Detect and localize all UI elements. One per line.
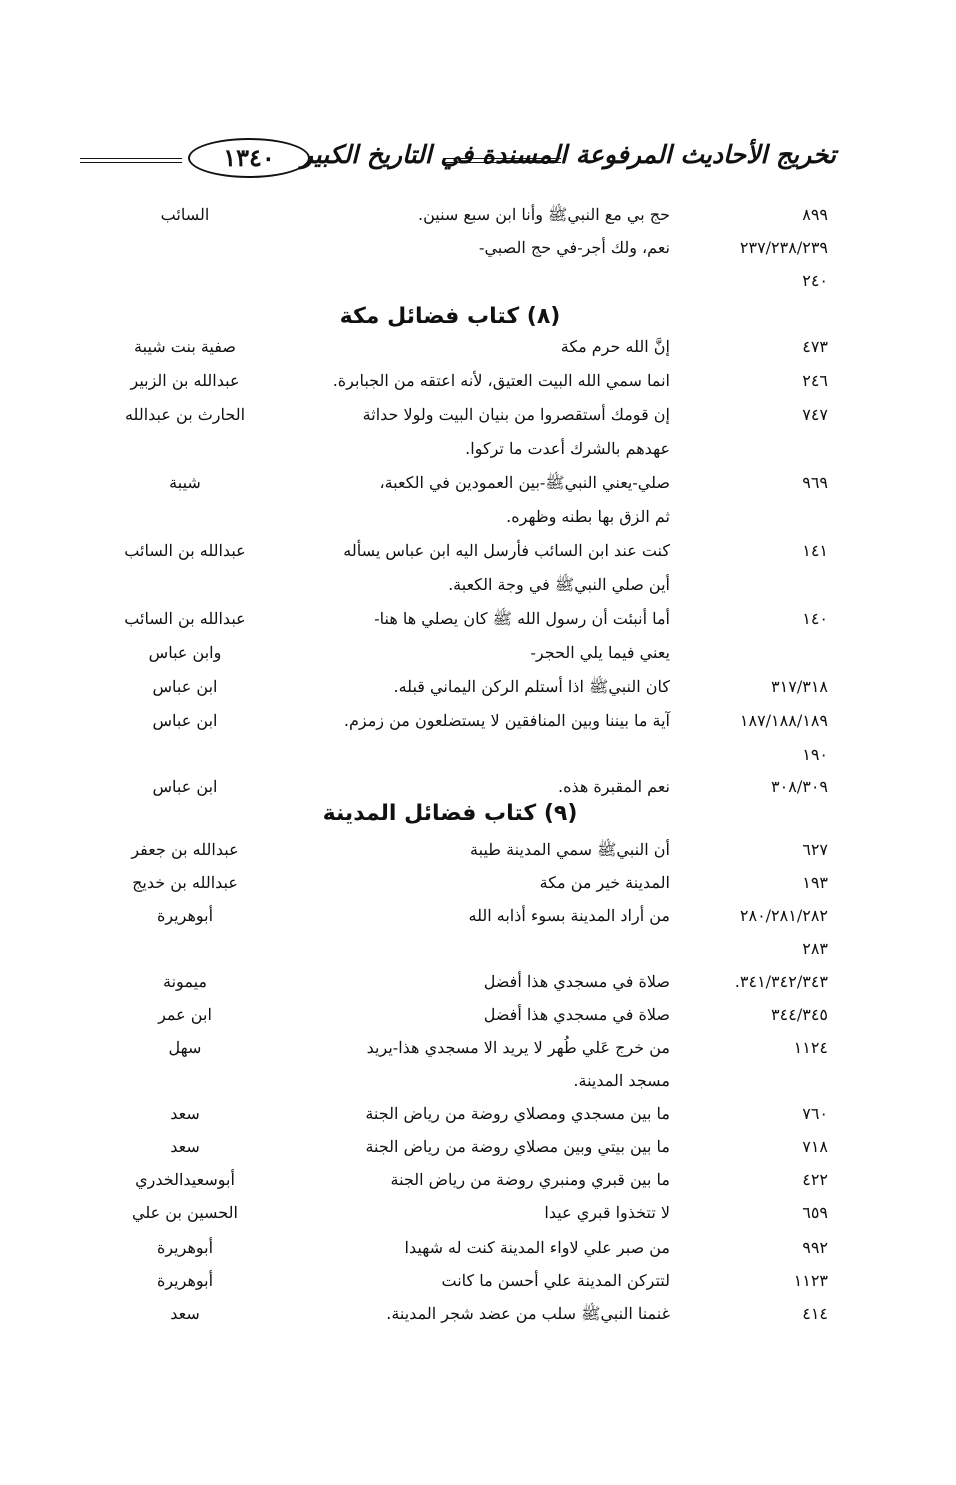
hadith-text: ما بين مسجدي ومصلاي روضة من رياض الجنة [365,1104,670,1123]
narrator-name: أبوهريرة [156,1238,214,1257]
narrator-name: أبوهريرة [156,906,214,925]
narrator-name [100,434,270,464]
narrator-name: سهل [168,1038,202,1057]
hadith-text: ثم الزق بها بطنه وظهره. [506,507,670,526]
chapter-heading-madinah: (٩) كتاب فضائل المدينة [322,801,578,826]
narrator-name [100,570,270,600]
hadith-number: ٣١٧/٣١٨ [771,677,828,696]
hadith-number [678,570,828,600]
hadith-text: إن قومك أستقصروا من بنيان البيت ولولا حداثة [362,405,670,424]
hadith-number [678,1066,828,1096]
hadith-text: صلاة في مسجدي هذا أفضل [483,972,670,991]
hadith-text: نعم المقبرة هذه. [558,777,670,796]
narrator-name: عبدالله بن خديج [132,873,238,892]
chapter-heading-makkah: (٨) كتاب فضائل مكة [339,304,561,329]
hadith-text [290,934,670,964]
hadith-number: ٣٤١/٣٤٢/٣٤٣. [734,972,828,991]
hadith-number: ٤٢٢ [802,1170,828,1189]
hadith-number [678,638,828,668]
hadith-text: ما بين بيتي وبين مصلاي روضة من رياض الجنة [365,1137,670,1156]
hadith-text [290,740,670,770]
hadith-number: ١٤٠ [802,609,828,628]
hadith-number: ٣٤٤/٣٤٥ [771,1005,828,1024]
hadith-number: ٩٩٢ [802,1238,828,1257]
hadith-number: ١٨٧/١٨٨/١٨٩ [739,711,828,730]
hadith-number: ١١٢٣ [793,1271,828,1290]
header-rule-right [443,158,561,163]
hadith-number: ٦٢٧ [802,840,828,859]
hadith-text: من خرج عَلي طُهر لا يريد الا مسجدي هذا-يريد [366,1038,670,1057]
hadith-number: ٤١٤ [802,1304,828,1323]
running-header [80,138,836,182]
hadith-number: ٧٦٠ [802,1104,828,1123]
hadith-text: أما أنبئت أن رسول الله ﷺ كان يصلي ها هنا- [374,609,670,628]
hadith-number: ١٩٣ [802,873,828,892]
hadith-text: ما بين قبري ومنبري روضة من رياض الجنة [390,1170,670,1189]
narrator-name: سعد [170,1304,200,1323]
hadith-number [678,502,828,532]
header-rule-left [80,158,182,163]
hadith-number: ٧١٨ [802,1137,828,1156]
hadith-text: صلاة في مسجدي هذا أفضل [483,1005,670,1024]
hadith-text: لتتركن المدينة علي أحسن ما كانت [441,1271,670,1290]
hadith-text: يعني فيما يلي الحجر- [530,643,670,662]
hadith-text: من أراد المدينة بسوء أذابه الله [468,906,670,925]
narrator-name: ابن عباس [152,711,218,730]
hadith-number: ٦٥٩ [802,1203,828,1222]
narrator-name: أبوسعيدالخدري [135,1170,235,1189]
narrator-name [100,502,270,532]
narrator-name: عبدالله بن السائب [124,609,246,628]
hadith-text: أن النبيﷺ سمي المدينة طيبة [470,840,670,859]
page-number: ١٣٤٠ [188,138,310,178]
narrator-name: سعد [170,1104,200,1123]
narrator-name: ابن عباس [152,777,218,796]
hadith-text: غنمنا النبيﷺ سلب من عضد شجر المدينة. [386,1304,670,1323]
hadith-text: كان النبيﷺ اذا أستلم الركن اليماني قبله. [393,677,670,696]
hadith-text: عهدهم بالشرك أعدت ما تركوا. [465,439,670,458]
narrator-name: سعد [170,1137,200,1156]
narrator-name: شيبة [169,473,201,492]
narrator-name: عبدالله بن السائب [124,541,246,560]
narrator-name: عبدالله بن الزبير [130,371,240,390]
narrator-name: ابن عمر [158,1005,212,1024]
narrator-name [100,233,270,263]
hadith-number: ٢٣٧/٢٣٨/٢٣٩ [739,238,828,257]
hadith-text: نعم، ولك أجر-في حج الصبي- [479,238,670,257]
narrator-name [100,1066,270,1096]
hadith-text: انما سمي الله البيت العتيق، لأنه اعتقه من الجبابرة. [332,371,670,390]
narrator-name [100,740,270,770]
narrator-name: السائب [160,205,210,224]
hadith-number: ١١٢٤ [793,1038,828,1057]
hadith-text: إنَّ الله حرم مكة [560,337,670,356]
hadith-text: لا تتخذوا قبري عيدا [544,1203,670,1222]
hadith-number: ٩٦٩ [802,473,828,492]
hadith-text: آية ما بيننا وبين المنافقين لا يستضلعون من زمزم. [343,711,670,730]
narrator-name: ابن عباس [152,677,218,696]
hadith-text: من صبر علي لاواء المدينة كنت له شهيدا [404,1238,670,1257]
narrator-name: صفية بنت شيبة [134,337,236,356]
narrator-name: أبوهريرة [156,1271,214,1290]
hadith-number: ٤٧٣ [802,337,828,356]
hadith-number: ٢٨٣ [802,939,828,958]
hadith-number: ٢٨٠/٢٨١/٢٨٢ [739,906,828,925]
hadith-number [678,434,828,464]
hadith-number: ٨٩٩ [802,205,828,224]
narrator-name: وابن عباس [148,643,222,662]
narrator-name: الحارث بن عبدالله [124,405,246,424]
hadith-text: المدينة خير من مكة [539,873,670,892]
hadith-number: ٣٠٨/٣٠٩ [771,777,828,796]
narrator-name: الحسين بن علي [132,1203,238,1222]
hadith-text: صلي-يعني النبيﷺ-بين العمودين في الكعبة، [379,473,670,492]
hadith-text [290,266,670,296]
hadith-text: أين صلي النبيﷺ في وجة الكعبة. [448,575,670,594]
hadith-number: ١٩٠ [802,745,828,764]
hadith-number: ٢٤٦ [802,371,828,390]
narrator-name: ميمونة [163,972,207,991]
hadith-text: مسجد المدينة. [573,1071,670,1090]
hadith-number: ١٤١ [802,541,828,560]
narrator-name: عبدالله بن جعفر [131,840,239,859]
hadith-number: ٧٤٧ [802,405,828,424]
hadith-text: كنت عند ابن السائب فأرسل اليه ابن عباس يسأله [343,541,670,560]
hadith-number: ٢٤٠ [802,271,828,290]
narrator-name [100,934,270,964]
narrator-name [100,266,270,296]
book-title: تخريج الأحاديث المرفوعة المسندة في التاريخ الكبير [300,140,836,169]
hadith-text: حج بي مع النبيﷺ وأنا ابن سبع سنين. [418,205,670,224]
